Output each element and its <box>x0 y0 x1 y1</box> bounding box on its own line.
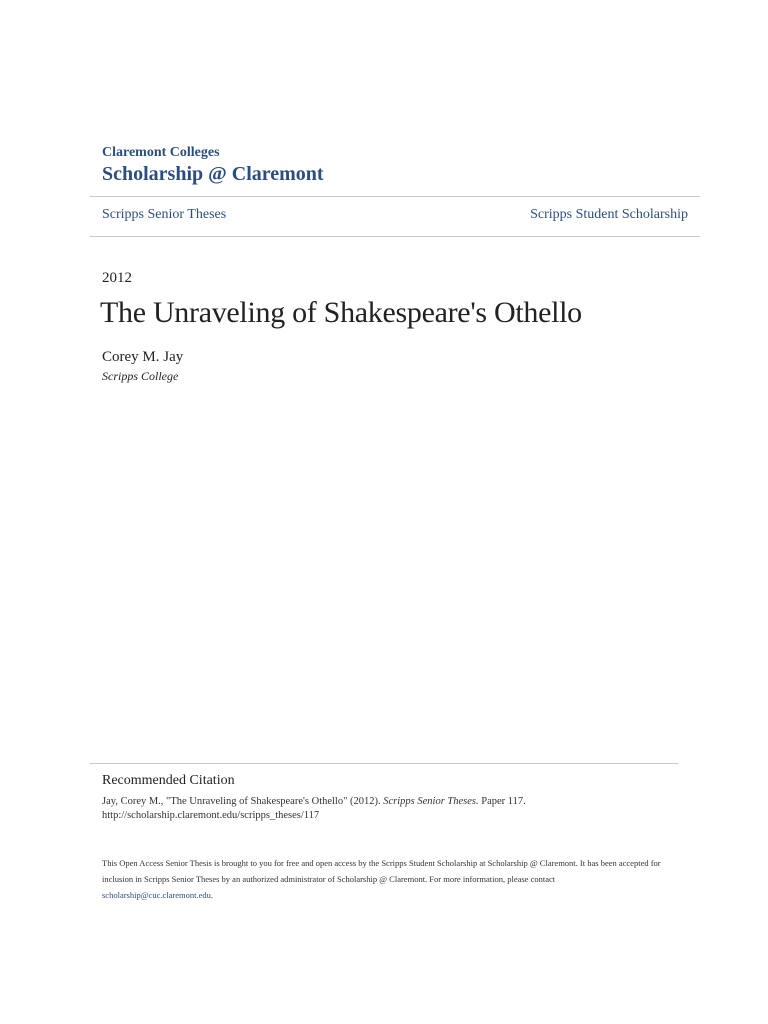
nav-divider <box>90 236 700 237</box>
scripps-student-scholarship-link[interactable]: Scripps Student Scholarship <box>530 207 688 222</box>
repository-header <box>102 145 324 186</box>
repository-name[interactable]: Scholarship @ Claremont <box>102 163 324 185</box>
author-affiliation: Scripps College <box>102 369 179 383</box>
citation-series: Scripps Senior Theses. <box>383 796 479 807</box>
citation-url[interactable]: http://scholarship.claremont.edu/scripps_theses/117 <box>102 810 320 821</box>
author-name: Corey M. Jay <box>102 349 184 365</box>
top-divider <box>90 196 700 197</box>
publication-year: 2012 <box>102 270 132 286</box>
institution-name: Claremont Colleges <box>102 145 220 160</box>
contact-email-link[interactable]: scholarship@cuc.claremont.edu <box>102 890 211 900</box>
notice-text: This Open Access Senior Thesis is brought to you for free and open access by the Scripps Student Scholarship at Scholarship @ Claremont. It has been accepted for inclusion in Scripps Senior Theses by an authorized administrator of Scholarship @ Claremont. For more information, please contact <box>102 858 661 884</box>
citation-main: Jay, Corey M., "The Unraveling of Shakespeare's Othello" (2012). <box>102 796 384 807</box>
scripps-senior-theses-link[interactable]: Scripps Senior Theses <box>102 207 227 222</box>
paper-title: The Unraveling of Shakespeare's Othello <box>100 296 582 329</box>
citation-divider <box>90 763 678 764</box>
open-access-notice <box>102 855 672 903</box>
citation-text <box>102 795 662 823</box>
citation-paper-number: Paper 117. <box>478 796 526 807</box>
citation-heading: Recommended Citation <box>102 773 235 788</box>
notice-end: . <box>210 890 213 900</box>
